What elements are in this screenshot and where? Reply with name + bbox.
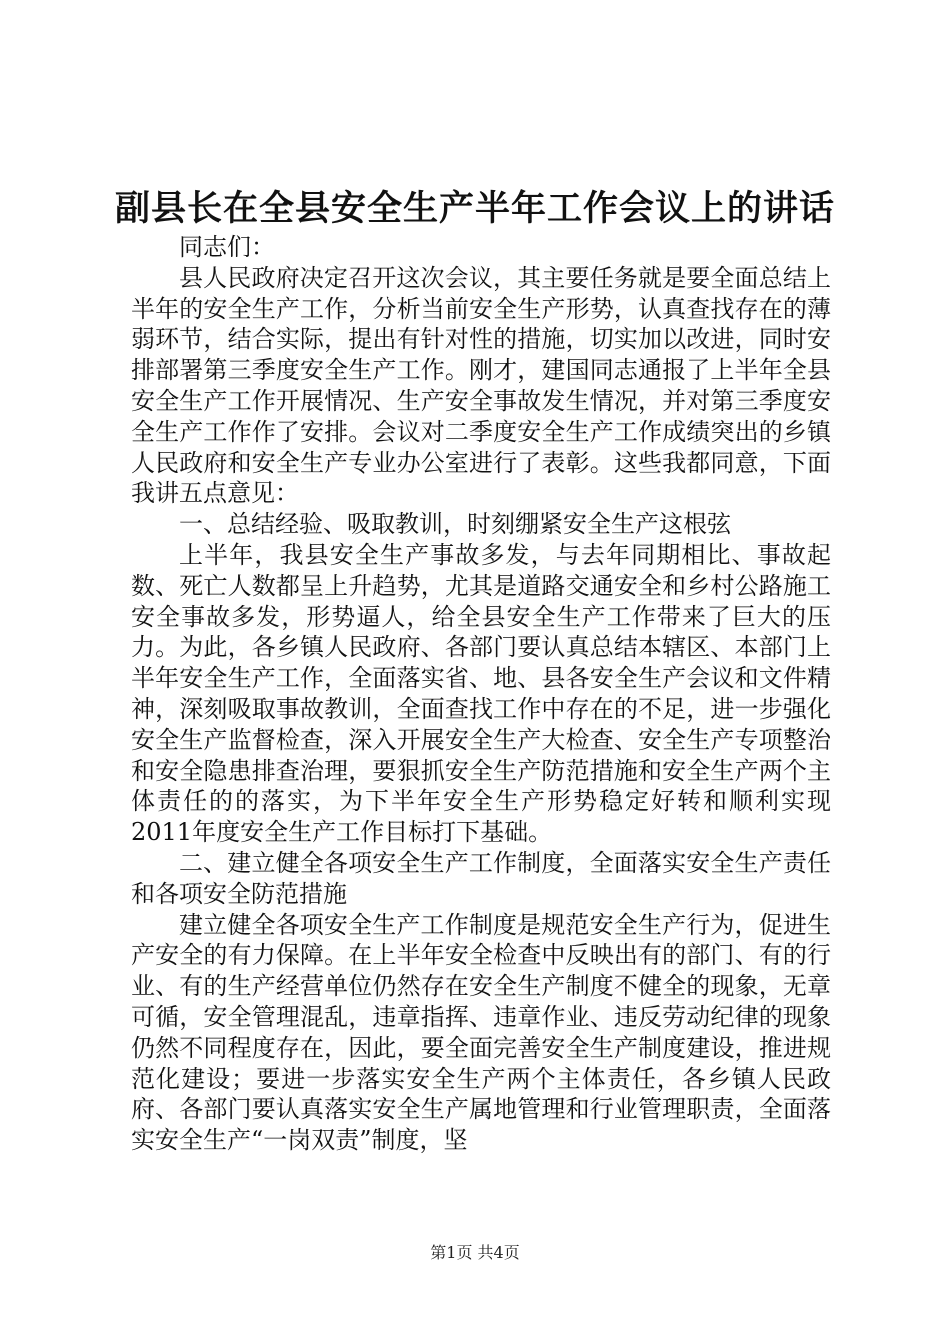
intro-paragraph: 县人民政府决定召开这次会议，其主要任务就是要全面总结上半年的安全生产工作，分析当前安全生产形势，认真查找存在的薄弱环节，结合实际，提出有针对性的措施，切实加以改进，同时安排部署第三季度安全生产工作。刚才，建国同志通报了上半年全县安全生产工作开展情况、生产安全事故发生情况，并对第三季度安全生产工作作了安排。会议对二季度安全生产工作成绩突出的乡镇人民政府和安全生产专业办公室进行了表彰。这些我都同意，下面我讲五点意见： [131, 263, 831, 508]
page-number-footer: 第1页 共4页 [430, 1243, 520, 1262]
document-body [131, 232, 831, 1156]
section-heading-1: 一、总结经验、吸取教训，时刻绷紧安全生产这根弦 [179, 510, 731, 539]
greeting-paragraph: 同志们： [179, 233, 275, 261]
section-1-paragraph: 上半年，我县安全生产事故多发，与去年同期相比、事故起数、死亡人数都呈上升趋势，尤其是道路交通安全和乡村公路施工安全事故多发，形势逼人，给全县安全生产工作带来了巨大的压力。为此，各乡镇人民政府、各部门要认真总结本辖区、本部门上半年安全生产工作，全面落实省、地、县各安全生产会议和文件精神，深刻吸取事故教训，全面查找工作中存在的不足，进一步强化安全生产监督检查，深入开展安全生产大检查、安全生产专项整治和安全隐患排查治理，要狠抓安全生产防范措施和安全生产两个主体责任的的落实，为下半年安全生产形势稳定好转和顺利实现2011年度安全生产工作目标打下基础。 [131, 540, 831, 847]
section-2-paragraph: 建立健全各项安全生产工作制度是规范安全生产行为，促进生产安全的有力保障。在上半年安全检查中反映出有的部门、有的行业、有的生产经营单位仍然存在安全生产制度不健全的现象，无章可循，安全管理混乱，违章指挥、违章作业、违反劳动纪律的现象仍然不同程度存在，因此，要全面完善安全生产制度建设，推进规范化建设；要进一步落实安全生产两个主体责任，各乡镇人民政府、各部门要认真落实安全生产属地管理和行业管理职责，全面落实安全生产“一岗双责”制度，坚 [131, 910, 831, 1155]
section-heading-2: 二、建立健全各项安全生产工作制度，全面落实安全生产责任和各项安全防范措施 [131, 848, 831, 908]
document-title: 副县长在全县安全生产半年工作会议上的讲话 [114, 188, 835, 229]
